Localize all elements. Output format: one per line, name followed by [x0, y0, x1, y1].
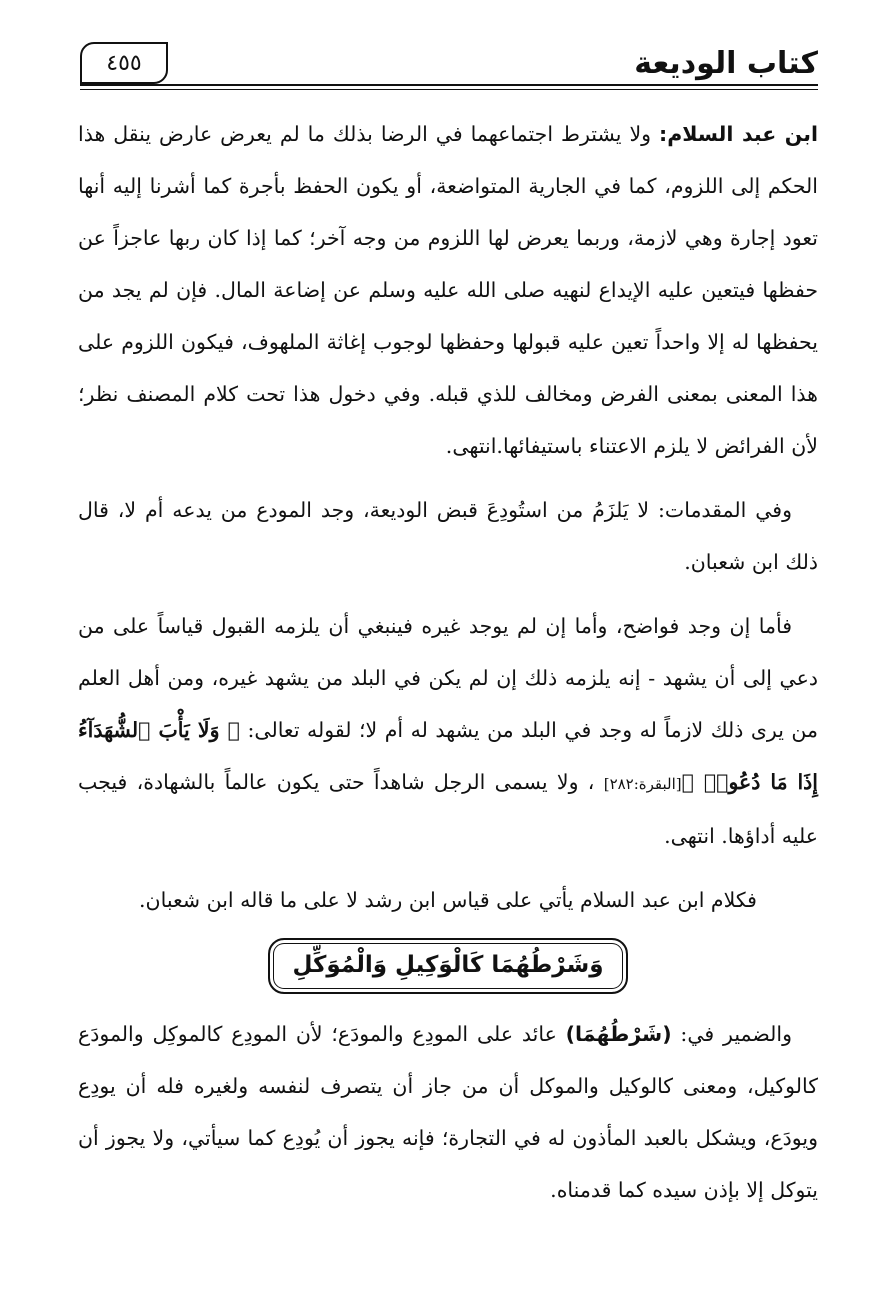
header-rule [80, 84, 818, 86]
paragraph-ibn-abd-al-salam [78, 108, 818, 472]
page-header [80, 38, 818, 96]
paragraph-text: ولا يشترط اجتماعهما في الرضا بذلك ما لم يعرض عارض ينقل هذا الحكم إلى اللزوم، كما في الجارية المتواضعة، أو يكون الحفظ بأجرة كما أشرنا إليه أنها تعود إجارة وهي لازمة، وربما يعرض لها اللزوم من وجه آخر؛ كما إذا كان ربها عاجزاً عن حفظها فيتعين عليه الإيداع لنهيه صلى الله عليه وسلم عن إضاعة المال. فإن لم يجد من يحفظها له إلا واحداً تعين عليه قبولها وحفظها لوجوب إغاثة الملهوف، فيكون اللزوم على هذا المعنى بمعنى الفرض ومخالف للذي قبله. وفي دخول هذا تحت كلام المصنف نظر؛ لأن الفرائض لا يلزم الاعتناء باستيفائها.انتهى. [78, 122, 818, 458]
speaker-name: ابن عبد السلام: [659, 122, 818, 146]
paragraph-text: فأما إن وجد فواضح، وأما إن لم يوجد غيره فينبغي أن يلزمه القبول قياساً على من دعي إلى أن يشهد - إنه يلزمه ذلك إن لم يكن في البلد من يشهد غيره، ومن أهل العلم من يرى ذلك لازماً له وجد في البلد من يشهد له أم لا؛ لقوله تعالى: [78, 614, 819, 742]
verse-citation: [البقرة:٢٨٢] [603, 775, 682, 793]
paragraph-qiyas [78, 600, 818, 862]
paragraph-text: والضمير في: [671, 1022, 792, 1046]
section-heading-container [78, 938, 818, 994]
paragraph-text: ، ولا يسمى الرجل شاهداً حتى يكون عالماً بالشهادة، فيجب عليه أداؤها. انتهى. [78, 770, 818, 848]
section-heading: وَشَرْطُهُمَا كَالْوَكِيلِ وَالْمُوَكِّلِ [268, 938, 627, 994]
page-body [78, 108, 818, 1228]
paragraph-commentary [78, 1008, 818, 1216]
page-number: ٤٥٥ [80, 42, 168, 84]
paragraph-text: عائد على المودِع والمودَع؛ لأن المودِع كالموكِل والمودَع كالوكيل، ومعنى كالوكيل والموكل أن من جاز أن يتصرف لنفسه ولغيره فله أن يودِع ويودَع، ويشكل بالعبد المأذون له في التجارة؛ فإنه يجوز أن يُودِع كما سيأتي، ولا يجوز أن يتوكل إلا بإذن سيده كما قدمناه. [78, 1022, 818, 1202]
paragraph-conclusion: فكلام ابن عبد السلام يأتي على قياس ابن رشد لا على ما قاله ابن شعبان. [139, 888, 757, 912]
header-rule-thin [80, 89, 818, 90]
chapter-title: كتاب الوديعة [634, 46, 818, 81]
quoted-term: (شَرْطُهُمَا) [565, 1022, 672, 1046]
quran-verse: ﴿ وَلَا يَأْبَ ٱلشُّهَدَآءُ إِذَا مَا دُعُوا۟ ﴾ [78, 718, 818, 794]
paragraph-muqaddimat: وفي المقدمات: لا يَلزَمُ من استُودِعَ قبض الوديعة، وجد المودع من يدعه أم لا، قال ذلك ابن شعبان. [78, 498, 818, 574]
